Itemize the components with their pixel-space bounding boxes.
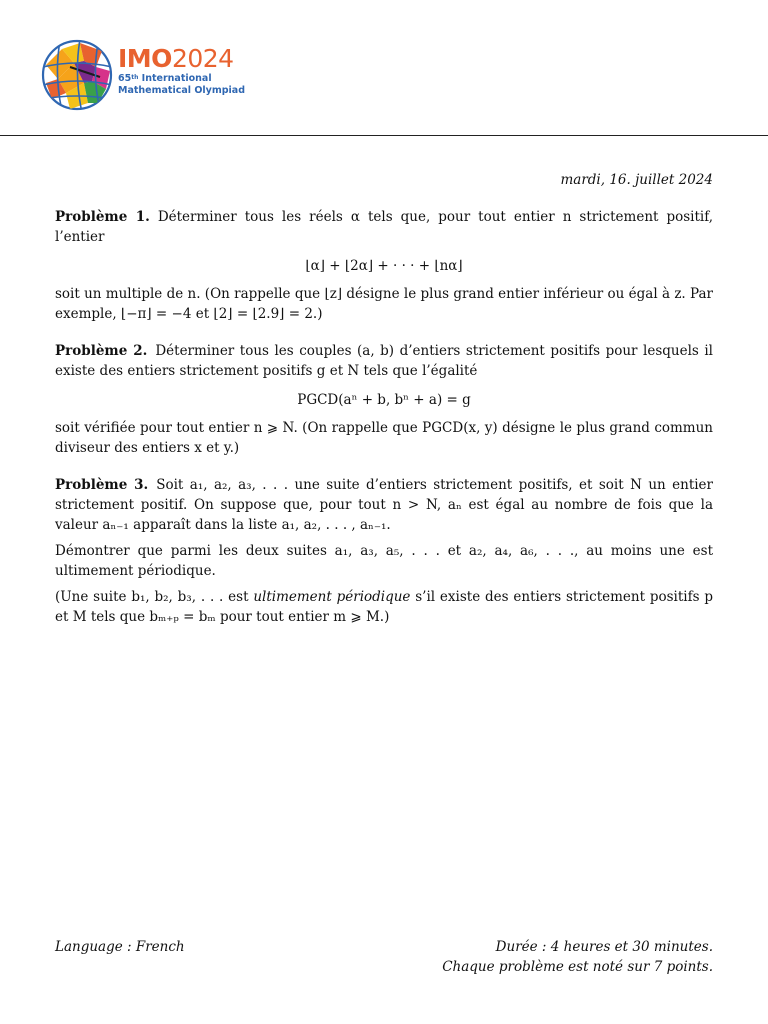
problem-2-equation: PGCD(aⁿ + b, bⁿ + a) = g [297, 392, 471, 408]
problem-1-text-after: soit un multiple de n. (On rappelle que ⌊z⌋ désigne le plus grand entier inférieur ou égal à z. Par exemple, ⌊−π⌋ = −4 et ⌊2⌋ = ⌊2.9⌋ = 2.) [55, 286, 713, 322]
problem-3 [55, 475, 713, 627]
problems-section [55, 207, 713, 644]
problem-1-statement [55, 207, 713, 247]
problem-3-statement [55, 475, 713, 535]
problem-2-text: Déterminer tous les couples (a, b) d’entiers strictement positifs pour lesquels il existe des entiers strictement positifs g et N tels que l’égalité [55, 343, 713, 379]
edition-number: 65 [118, 73, 132, 84]
problem-2-text-after: soit vérifiée pour tout entier n ⩾ N. (On rappelle que PGCD(x, y) désigne le plus grand commun diviseur des entiers x et y.) [55, 420, 713, 456]
problem-3-label: Problème 3. [55, 477, 149, 493]
problem-2 [55, 341, 713, 458]
exam-date: mardi, 16. juillet 2024 [560, 172, 713, 188]
problem-3-question: Démontrer que parmi les deux suites a₁, a₃, a₅, . . . et a₂, a₄, a₆, . . ., au moins une est ultimement périodique. [55, 543, 713, 579]
imo-globe-icon [40, 37, 116, 117]
problem-2-label: Problème 2. [55, 343, 148, 359]
definition-text-pre: (Une suite b₁, b₂, b₃, . . . est [55, 589, 254, 605]
problem-2-statement [55, 341, 713, 381]
brand-subtitle-line2: Mathematical Olympiad [118, 84, 246, 96]
duration-note: Durée : 4 heures et 30 minutes. [495, 939, 713, 955]
scoring-note: Chaque problème est noté sur 7 points. [442, 959, 713, 975]
brand-name: IMO [118, 44, 172, 73]
brand-year: 2024 [171, 44, 234, 73]
brand-subtitle [118, 73, 245, 96]
imo-logo [40, 37, 270, 117]
edition-suffix: th [131, 74, 139, 81]
header-divider [0, 135, 768, 136]
problem-1-text: Déterminer tous les réels α tels que, pour tout entier n strictement positif, l’entier [55, 209, 714, 245]
brand-title [118, 45, 234, 73]
edition-label: International [138, 73, 212, 84]
language-note: Language : French [55, 939, 185, 955]
problem-3-definition [55, 587, 713, 627]
problem-3-text: Soit a₁, a₂, a₃, . . . une suite d’entiers strictement positifs, et soit N un entier strictement positif. On suppose que, pour tout n > N, aₙ est égal au nombre de fois que la valeur aₙ₋₁ apparaît dans la liste a₁, a₂, . . . , aₙ₋₁. [55, 477, 714, 533]
definition-text-post: s’il existe des entiers strictement positifs p et M tels que bₘ₊ₚ = bₘ pour tout entier m ⩾ M.) [55, 589, 713, 625]
exam-info [442, 937, 713, 977]
brand-subtitle-line1 [118, 73, 245, 85]
problem-1-equation: ⌊α⌋ + ⌊2α⌋ + · · · + ⌊nα⌋ [305, 258, 463, 274]
problem-1-label: Problème 1. [55, 209, 150, 225]
definition-term: ultimement périodique [253, 589, 411, 605]
problem-1 [55, 207, 713, 324]
